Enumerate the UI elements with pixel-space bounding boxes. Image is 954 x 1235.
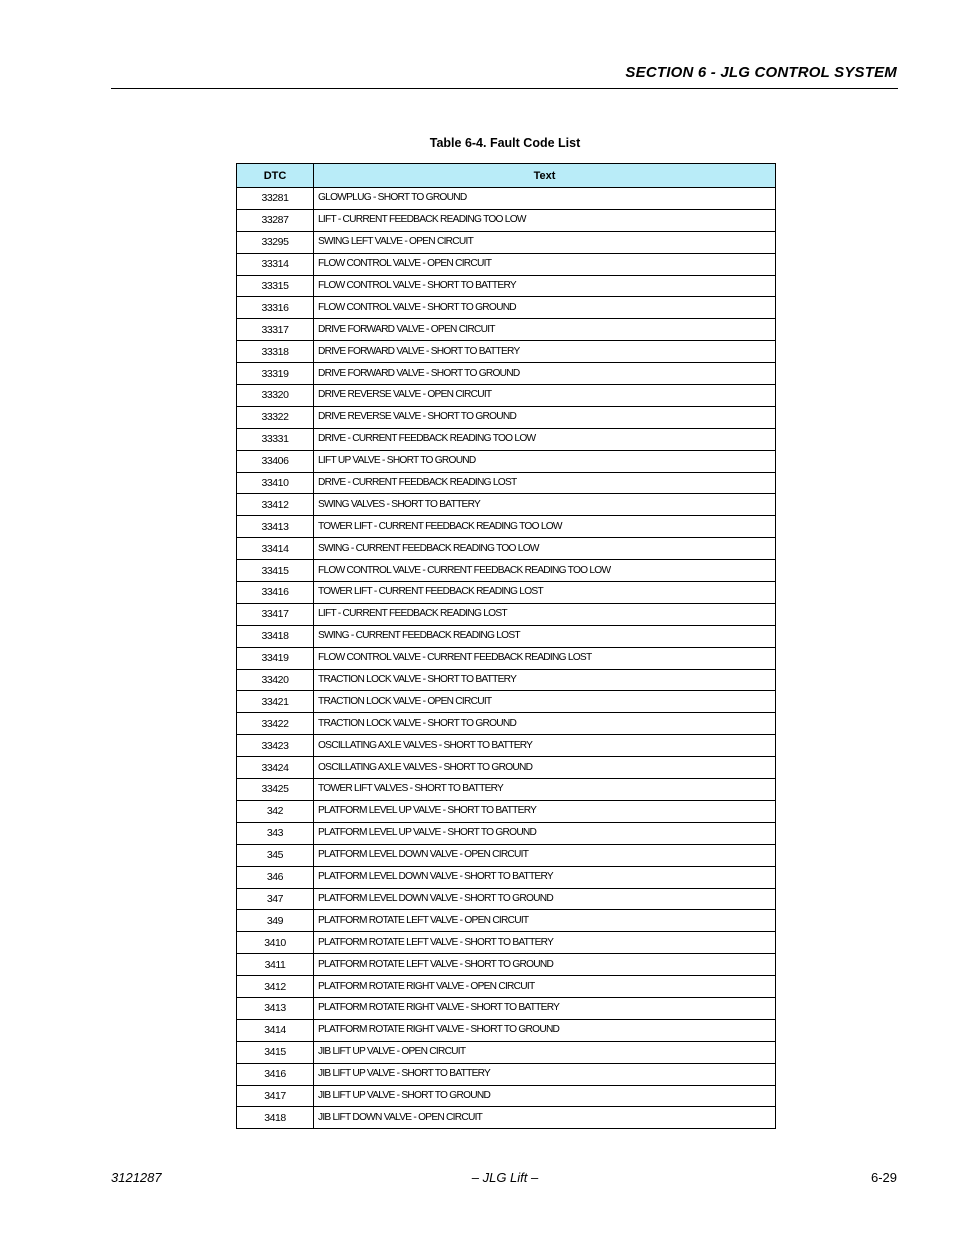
table-row [237,669,776,691]
table-row [237,472,776,494]
table-row [237,1107,776,1129]
table-row [237,406,776,428]
dtc-cell: 33425 [237,779,314,801]
table-row [237,822,776,844]
dtc-cell: 33331 [237,428,314,450]
table-row [237,932,776,954]
table-row [237,363,776,385]
fault-text-cell: FLOW CONTROL VALVE - SHORT TO GROUND [314,297,776,319]
table-row [237,297,776,319]
fault-text-cell: LIFT UP VALVE - SHORT TO GROUND [314,450,776,472]
fault-text-cell: JIB LIFT DOWN VALVE - OPEN CIRCUIT [314,1107,776,1129]
dtc-cell: 33318 [237,341,314,363]
dtc-cell: 33416 [237,582,314,604]
fault-text-cell: DRIVE FORWARD VALVE - SHORT TO BATTERY [314,341,776,363]
fault-text-cell: TOWER LIFT - CURRENT FEEDBACK READING LOST [314,582,776,604]
fault-text-cell: PLATFORM LEVEL DOWN VALVE - OPEN CIRCUIT [314,844,776,866]
table-row [237,735,776,757]
header-rule [111,88,898,89]
table-row [237,910,776,932]
table-header-row [237,164,776,188]
fault-text-cell: DRIVE - CURRENT FEEDBACK READING TOO LOW [314,428,776,450]
dtc-cell: 343 [237,822,314,844]
dtc-cell: 33410 [237,472,314,494]
column-header-text: Text [314,164,776,188]
dtc-cell: 33417 [237,603,314,625]
table-row [237,494,776,516]
table-row [237,319,776,341]
dtc-cell: 33295 [237,231,314,253]
table-row [237,1019,776,1041]
dtc-cell: 3410 [237,932,314,954]
dtc-cell: 3418 [237,1107,314,1129]
table-row [237,538,776,560]
dtc-cell: 33281 [237,188,314,210]
table-row [237,1041,776,1063]
fault-text-cell: OSCILLATING AXLE VALVES - SHORT TO GROUND [314,757,776,779]
fault-text-cell: PLATFORM ROTATE LEFT VALVE - SHORT TO GROUND [314,954,776,976]
table-row [237,253,776,275]
dtc-cell: 3412 [237,976,314,998]
table-row [237,888,776,910]
table-row [237,603,776,625]
table-row [237,560,776,582]
dtc-cell: 33317 [237,319,314,341]
dtc-cell: 33421 [237,691,314,713]
dtc-cell: 342 [237,800,314,822]
column-header-dtc: DTC [237,164,314,188]
fault-text-cell: SWING - CURRENT FEEDBACK READING LOST [314,625,776,647]
table-row [237,428,776,450]
dtc-cell: 3411 [237,954,314,976]
dtc-cell: 33418 [237,625,314,647]
dtc-cell: 3417 [237,1085,314,1107]
fault-text-cell: TOWER LIFT - CURRENT FEEDBACK READING TOO LOW [314,516,776,538]
dtc-cell: 33423 [237,735,314,757]
fault-text-cell: LIFT - CURRENT FEEDBACK READING LOST [314,603,776,625]
fault-text-cell: TRACTION LOCK VALVE - SHORT TO GROUND [314,713,776,735]
table-row [237,231,776,253]
table-body [237,188,776,1129]
table-row [237,844,776,866]
table-row [237,997,776,1019]
fault-text-cell: PLATFORM ROTATE RIGHT VALVE - OPEN CIRCUIT [314,976,776,998]
table-row [237,1063,776,1085]
fault-text-cell: PLATFORM ROTATE RIGHT VALVE - SHORT TO GROUND [314,1019,776,1041]
dtc-cell: 33422 [237,713,314,735]
table-caption: Table 6-4. Fault Code List [429,136,581,150]
fault-text-cell: FLOW CONTROL VALVE - CURRENT FEEDBACK READING LOST [314,647,776,669]
fault-text-cell: PLATFORM LEVEL DOWN VALVE - SHORT TO GROUND [314,888,776,910]
table-row [237,275,776,297]
fault-text-cell: DRIVE REVERSE VALVE - SHORT TO GROUND [314,406,776,428]
dtc-cell: 33315 [237,275,314,297]
fault-text-cell: LIFT - CURRENT FEEDBACK READING TOO LOW [314,209,776,231]
fault-text-cell: JIB LIFT UP VALVE - SHORT TO BATTERY [314,1063,776,1085]
fault-text-cell: GLOWPLUG - SHORT TO GROUND [314,188,776,210]
table-row [237,647,776,669]
fault-text-cell: PLATFORM LEVEL DOWN VALVE - SHORT TO BATTERY [314,866,776,888]
dtc-cell: 33424 [237,757,314,779]
fault-text-cell: PLATFORM ROTATE LEFT VALVE - SHORT TO BATTERY [314,932,776,954]
dtc-cell: 33287 [237,209,314,231]
table-row [237,691,776,713]
table-row [237,188,776,210]
fault-text-cell: FLOW CONTROL VALVE - SHORT TO BATTERY [314,275,776,297]
dtc-cell: 33316 [237,297,314,319]
fault-text-cell: DRIVE FORWARD VALVE - OPEN CIRCUIT [314,319,776,341]
table-row [237,779,776,801]
table-row [237,625,776,647]
fault-text-cell: FLOW CONTROL VALVE - CURRENT FEEDBACK READING TOO LOW [314,560,776,582]
dtc-cell: 3416 [237,1063,314,1085]
footer-page-number: 6-29 [870,1170,897,1185]
dtc-cell: 33420 [237,669,314,691]
dtc-cell: 349 [237,910,314,932]
dtc-cell: 3413 [237,997,314,1019]
dtc-cell: 33320 [237,385,314,407]
fault-text-cell: TRACTION LOCK VALVE - OPEN CIRCUIT [314,691,776,713]
fault-text-cell: PLATFORM LEVEL UP VALVE - SHORT TO GROUND [314,822,776,844]
fault-text-cell: OSCILLATING AXLE VALVES - SHORT TO BATTERY [314,735,776,757]
table-row [237,866,776,888]
dtc-cell: 33314 [237,253,314,275]
dtc-cell: 33412 [237,494,314,516]
dtc-cell: 3415 [237,1041,314,1063]
footer-doc-number: 3121287 [111,1170,162,1185]
fault-text-cell: SWING LEFT VALVE - OPEN CIRCUIT [314,231,776,253]
table-row [237,1085,776,1107]
dtc-cell: 33413 [237,516,314,538]
dtc-cell: 3414 [237,1019,314,1041]
dtc-cell: 33415 [237,560,314,582]
fault-code-table [236,163,776,1129]
fault-text-cell: PLATFORM ROTATE LEFT VALVE - OPEN CIRCUIT [314,910,776,932]
table-row [237,582,776,604]
dtc-cell: 33319 [237,363,314,385]
fault-text-cell: DRIVE REVERSE VALVE - OPEN CIRCUIT [314,385,776,407]
fault-text-cell: PLATFORM ROTATE RIGHT VALVE - SHORT TO BATTERY [314,997,776,1019]
table-row [237,757,776,779]
dtc-cell: 345 [237,844,314,866]
fault-text-cell: TRACTION LOCK VALVE - SHORT TO BATTERY [314,669,776,691]
section-title: SECTION 6 - JLG CONTROL SYSTEM [625,64,897,81]
table-row [237,800,776,822]
table-row [237,516,776,538]
table-row [237,713,776,735]
fault-text-cell: JIB LIFT UP VALVE - SHORT TO GROUND [314,1085,776,1107]
footer-brand: – JLG Lift – [471,1170,539,1185]
dtc-cell: 33414 [237,538,314,560]
table-row [237,450,776,472]
fault-text-cell: FLOW CONTROL VALVE - OPEN CIRCUIT [314,253,776,275]
fault-text-cell: SWING - CURRENT FEEDBACK READING TOO LOW [314,538,776,560]
table-row [237,385,776,407]
fault-text-cell: SWING VALVES - SHORT TO BATTERY [314,494,776,516]
dtc-cell: 33419 [237,647,314,669]
table-row [237,209,776,231]
table-row [237,976,776,998]
dtc-cell: 347 [237,888,314,910]
fault-text-cell: PLATFORM LEVEL UP VALVE - SHORT TO BATTERY [314,800,776,822]
fault-text-cell: DRIVE - CURRENT FEEDBACK READING LOST [314,472,776,494]
dtc-cell: 346 [237,866,314,888]
fault-text-cell: TOWER LIFT VALVES - SHORT TO BATTERY [314,779,776,801]
dtc-cell: 33322 [237,406,314,428]
fault-text-cell: DRIVE FORWARD VALVE - SHORT TO GROUND [314,363,776,385]
fault-text-cell: JIB LIFT UP VALVE - OPEN CIRCUIT [314,1041,776,1063]
table-row [237,954,776,976]
table-row [237,341,776,363]
dtc-cell: 33406 [237,450,314,472]
